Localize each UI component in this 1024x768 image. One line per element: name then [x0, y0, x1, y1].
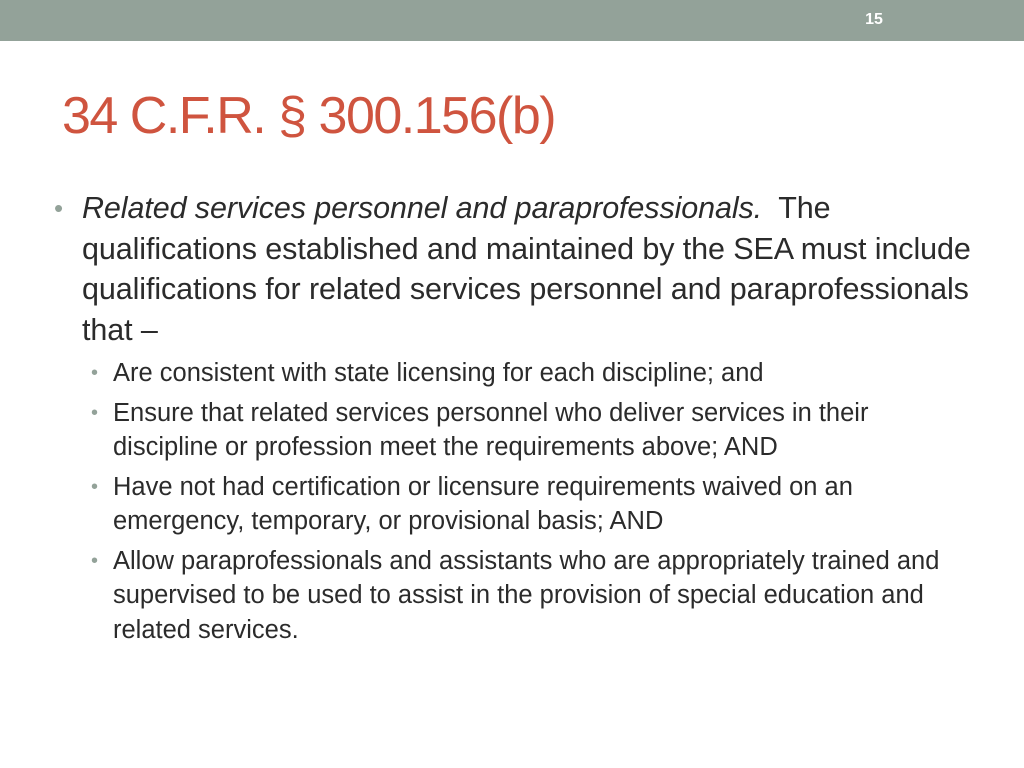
sub-bullet-item [91, 470, 974, 539]
main-bullet-item [54, 188, 974, 350]
sub-bullet-item [91, 396, 974, 465]
sub-bullet-text: Have not had certification or licensure requirements waived on an emergency, temporary, or provisional basis; AND [113, 472, 853, 535]
bullet-dot-icon: • [91, 401, 99, 424]
sub-bullet-text: Allow paraprofessionals and assistants who are appropriately trained and supervised to be used to assist in the provision of special education and related services. [113, 546, 940, 644]
slide-body [54, 188, 974, 652]
slide-number: 15 [865, 11, 883, 28]
main-bullet-text: The qualifications established and maintained by the SEA must include qualifications for related services personnel and paraprofessionals that – [82, 191, 971, 347]
sub-bullet-text: Are consistent with state licensing for each discipline; and [113, 359, 764, 387]
sub-bullet-list [54, 356, 974, 647]
sub-bullet-text: Ensure that related services personnel who deliver services in their discipline or profession meet the requirements above; AND [113, 398, 869, 461]
slide-title: 34 C.F.R. § 300.156(b) [62, 87, 556, 145]
header-bar [0, 0, 1024, 41]
bullet-dot-icon: • [91, 549, 99, 572]
bullet-dot-icon: • [91, 475, 99, 498]
main-bullet-lead: Related services personnel and paraprofessionals. [82, 191, 763, 225]
bullet-dot-icon: • [54, 193, 64, 223]
sub-bullet-item [91, 544, 974, 648]
bullet-dot-icon: • [91, 362, 99, 384]
sub-bullet-item [91, 356, 974, 391]
